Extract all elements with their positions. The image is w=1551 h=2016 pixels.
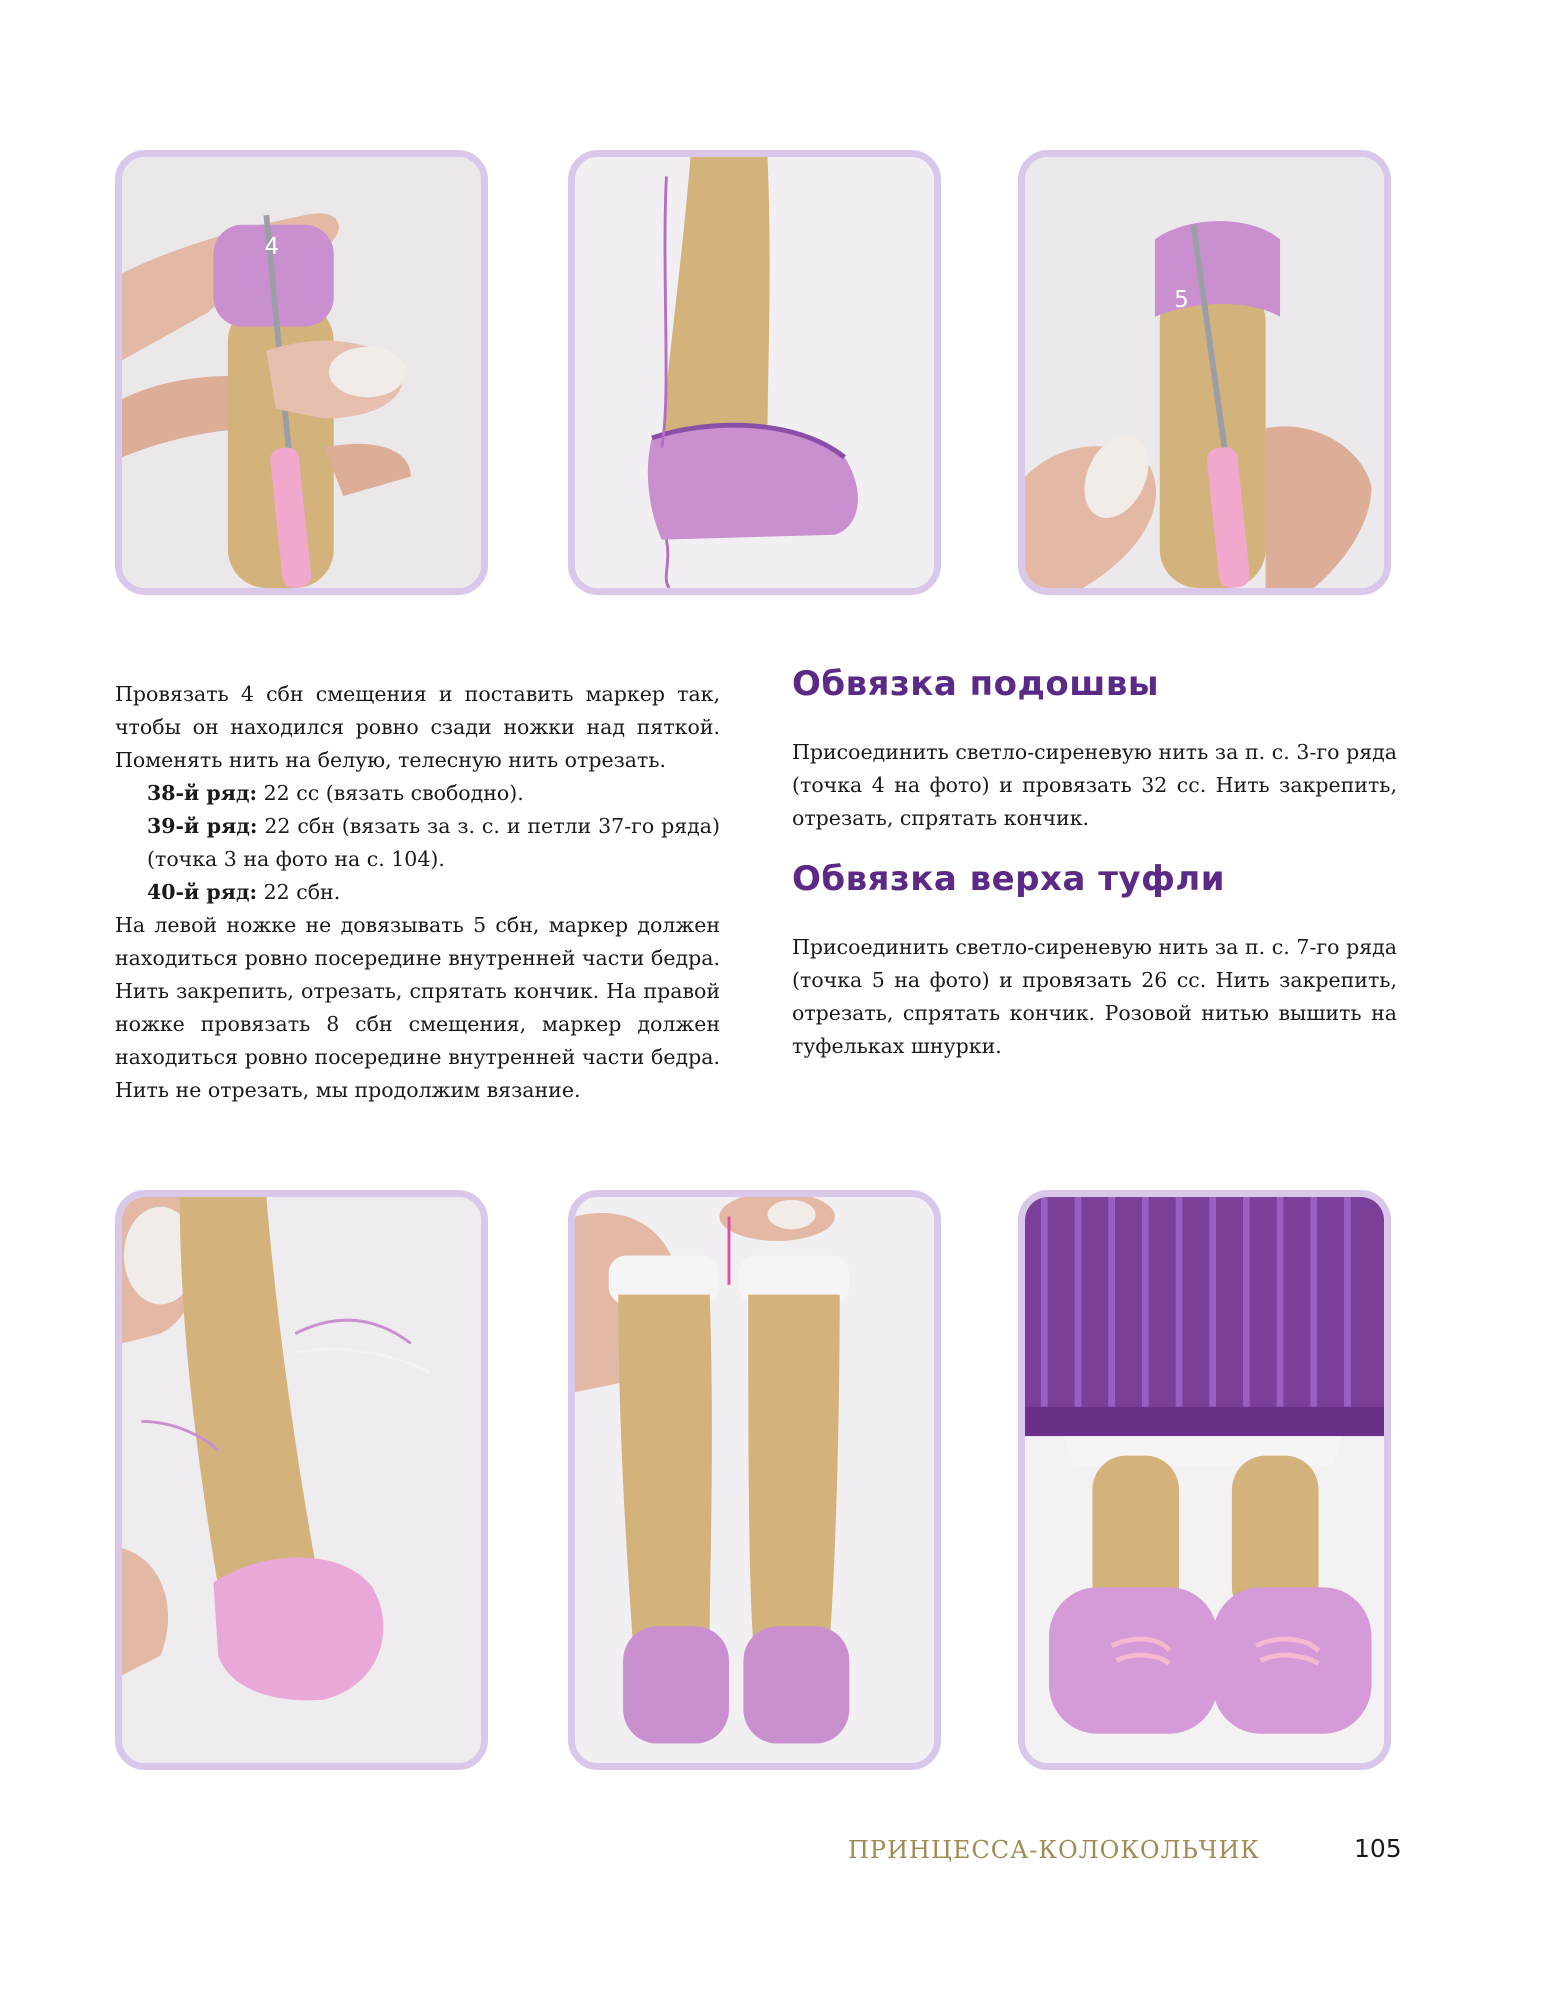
running-title: ПРИНЦЕССА-КОЛОКОЛЬЧИК: [848, 1836, 1260, 1864]
photo-hook-point-4: [115, 150, 488, 595]
right-text-column: [792, 664, 1397, 1063]
photo-leg-pink-shoe: [115, 1190, 488, 1770]
photo-finished-shoes: [1018, 1190, 1391, 1770]
row-40-label: 40-й ряд:: [147, 880, 258, 904]
intro-paragraph: Провязать 4 сбн смещения и поставить маркер так, чтобы он находился ровно сзади ножки над пяткой. Поменять нить на белую, телесную нить отрезать.: [115, 682, 720, 772]
row-40-text: 22 сбн.: [257, 880, 341, 904]
heading-sole: Обвязка подошвы: [792, 664, 1160, 704]
row-39: [115, 810, 720, 876]
row-38-text: 22 сс (вязать свободно).: [257, 781, 524, 805]
body-paragraph: На левой ножке не довязывать 5 сбн, маркер должен находиться ровно посередине внутренней части бедра. Нить закрепить, отрезать, спрятать кончик. На правой ножке провязать 8 сбн смещения, маркер должен находиться ровно посередине внутренней части бедра. Нить не отрезать, мы продолжим вязание.: [115, 913, 720, 1102]
page-number: 105: [1354, 1834, 1402, 1863]
row-40: [115, 876, 720, 909]
marker-4-label: 4: [264, 232, 280, 260]
row-39-label: 39-й ряд:: [147, 814, 258, 838]
row-39-text: 22 сбн (вязать за з. с. и петли 37-го ряда) (точка 3 на фото на с. 104).: [147, 814, 721, 871]
heading-shoe-top: Обвязка верха туфли: [792, 859, 1226, 899]
photo-hook-point-5: [1018, 150, 1391, 595]
marker-5-label: 5: [1174, 286, 1189, 314]
row-38: [115, 777, 720, 810]
photo-leg-with-sole: [568, 150, 941, 595]
sole-paragraph: Присоединить светло-сиреневую нить за п. с. 3-го ряда (точка 4 на фото) и провязать 32 сс. Нить закрепить, отрезать, спрятать кончик.: [792, 740, 1397, 830]
row-38-label: 38-й ряд:: [147, 781, 258, 805]
photo-two-legs: [568, 1190, 941, 1770]
left-text-column: [115, 678, 720, 1107]
shoe-top-paragraph: Присоединить светло-сиреневую нить за п. с. 7-го ряда (точка 5 на фото) и провязать 26 сс. Нить закрепить, отрезать, спрятать кончик. Розовой нитью вышить на туфельках шнурки.: [792, 935, 1397, 1058]
